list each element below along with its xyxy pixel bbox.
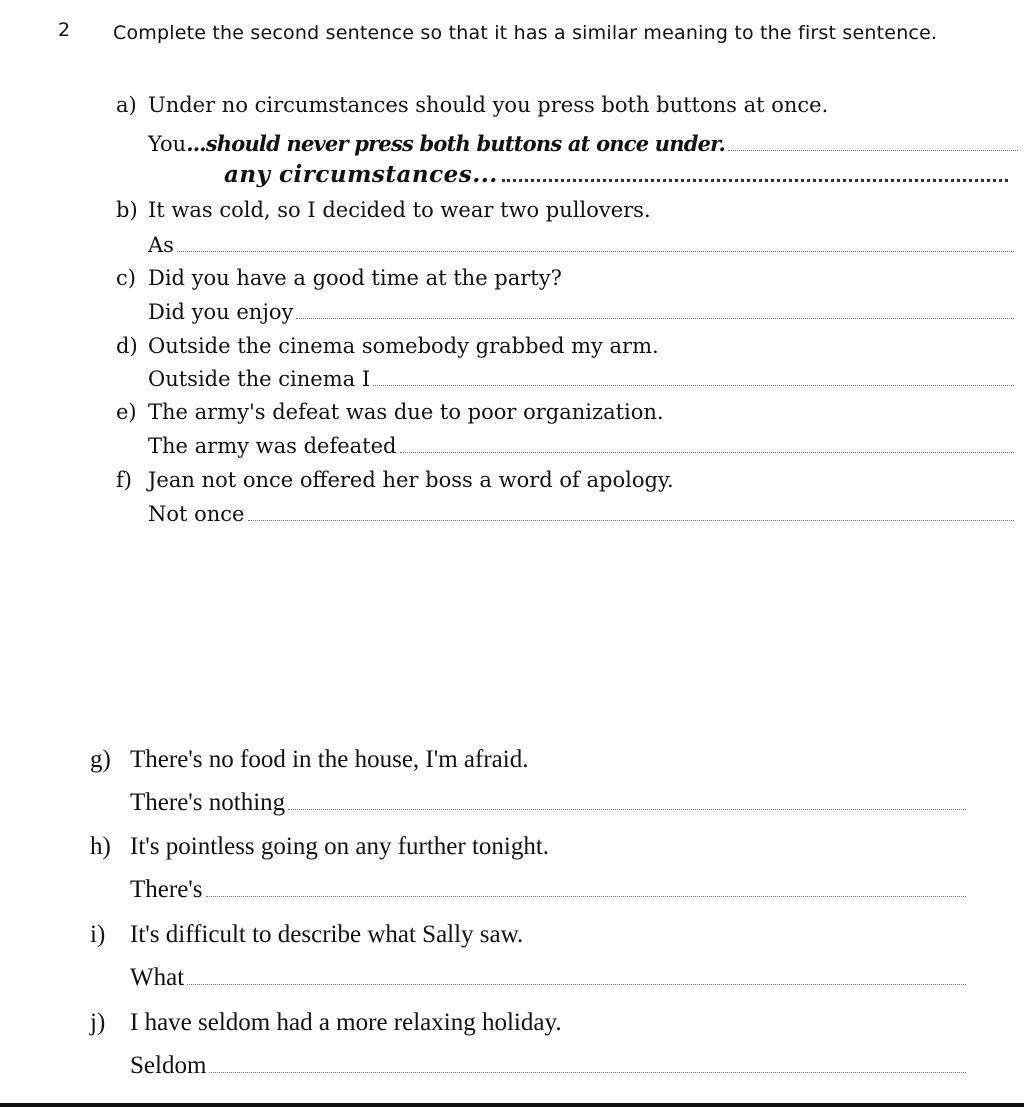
answer-dotted-line <box>209 1071 966 1073</box>
handwritten-answer: any circumstances... <box>224 161 498 188</box>
exercise-number: 2 <box>58 19 71 41</box>
item-letter: b) <box>116 198 138 222</box>
answer-line-e[interactable] <box>148 434 1014 458</box>
answer-dotted-line <box>206 895 966 897</box>
answer-start: Seldom <box>130 1052 207 1079</box>
item-letter: d) <box>116 334 138 358</box>
answer-line-a-2[interactable] <box>224 161 1008 188</box>
answer-start: Outside the cinema I <box>148 367 371 391</box>
answer-line-g[interactable] <box>130 789 966 817</box>
item-letter: j) <box>90 1009 106 1036</box>
answer-dotted-line <box>177 250 1014 252</box>
answer-start: What <box>130 964 185 991</box>
answer-start: Not once <box>148 502 245 526</box>
answer-start: Did you enjoy <box>148 300 294 324</box>
item-letter: i) <box>90 921 106 948</box>
handwritten-answer: ...should never press both buttons at once under. <box>186 131 726 156</box>
answer-line-f[interactable] <box>148 502 1014 526</box>
item-prompt: I have seldom had a more relaxing holiday. <box>130 1009 562 1036</box>
item-letter: c) <box>116 266 136 290</box>
item-prompt: It's pointless going on any further tonight. <box>130 833 550 860</box>
answer-dotted-line <box>400 451 1015 453</box>
item-prompt: The army's defeat was due to poor organization. <box>148 400 664 424</box>
answer-start: The army was defeated <box>148 434 397 458</box>
item-prompt: It was cold, so I decided to wear two pullovers. <box>148 198 651 222</box>
answer-dotted-line <box>502 178 1008 182</box>
answer-start: There's nothing <box>130 789 286 816</box>
item-prompt: There's no food in the house, I'm afraid. <box>130 746 529 773</box>
item-prompt: Did you have a good time at the party? <box>148 266 562 290</box>
answer-line-h[interactable] <box>130 876 966 904</box>
answer-dotted-line <box>248 519 1015 521</box>
answer-line-i[interactable] <box>130 964 966 992</box>
answer-line-b[interactable] <box>148 233 1014 257</box>
answer-start: You <box>148 132 187 156</box>
answer-dotted-line <box>373 384 1014 386</box>
item-prompt: Jean not once offered her boss a word of apology. <box>148 468 674 492</box>
answer-line-d[interactable] <box>148 367 1014 391</box>
item-letter: f) <box>116 468 132 492</box>
answer-line-c[interactable] <box>148 300 1014 324</box>
item-letter: h) <box>90 833 111 860</box>
bottom-border <box>0 1103 1024 1107</box>
item-letter: a) <box>116 93 137 117</box>
answer-line-a[interactable] <box>148 131 1018 156</box>
answer-dotted-line <box>728 149 1018 151</box>
answer-start: There's <box>130 876 203 903</box>
item-prompt: It's difficult to describe what Sally saw. <box>130 921 524 948</box>
answer-line-j[interactable] <box>130 1052 966 1080</box>
item-prompt: Under no circumstances should you press both buttons at once. <box>148 93 829 117</box>
exercise-instruction: Complete the second sentence so that it has a similar meaning to the first sentence. <box>113 22 938 44</box>
item-prompt: Outside the cinema somebody grabbed my arm. <box>148 334 659 358</box>
answer-dotted-line <box>187 983 966 985</box>
answer-start: As <box>148 233 174 257</box>
item-letter: g) <box>90 746 111 773</box>
answer-dotted-line <box>296 317 1014 319</box>
item-letter: e) <box>116 400 137 424</box>
answer-dotted-line <box>288 808 966 810</box>
